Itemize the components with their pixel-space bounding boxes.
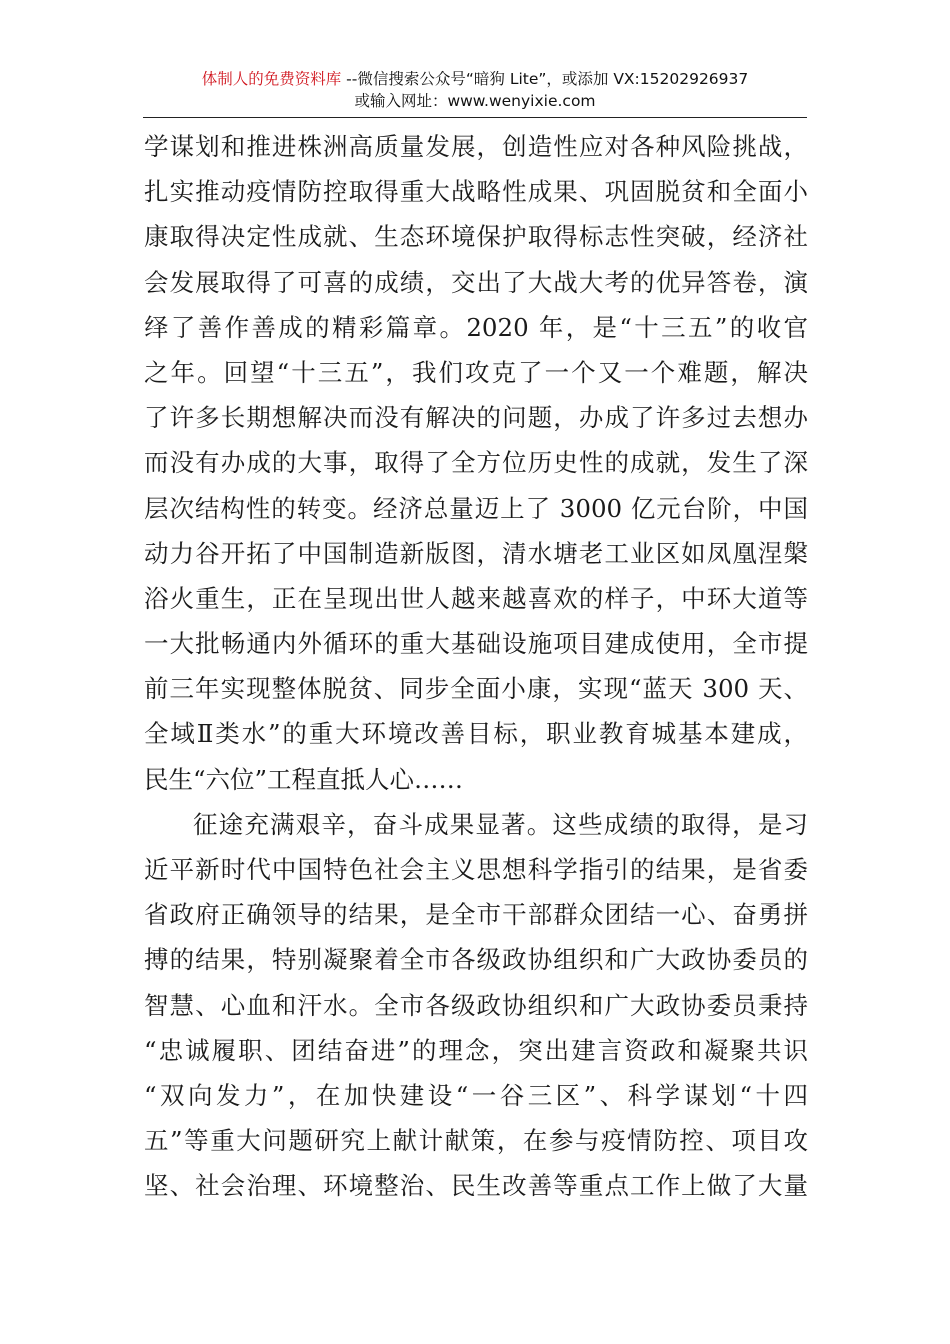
text-line: 了许多长期想解决而没有解决的问题，办成了许多过去想办	[144, 403, 808, 433]
text-line: 扎实推动疫情防控取得重大战略性成果、巩固脱贫和全面小	[144, 177, 808, 207]
text-line: 近平新时代中国特色社会主义思想科学指引的结果，是省委	[144, 855, 808, 884]
header-url-line: 或输入网址：www.wenyixie.com	[354, 92, 596, 110]
page-header	[143, 68, 807, 112]
text-line: 一大批畅通内外循环的重大基础设施项目建成使用，全市提	[144, 629, 808, 659]
text-line: 动力谷开拓了中国制造新版图，清水塘老工业区如凤凰涅槃	[144, 538, 808, 568]
text-line: 前三年实现整体脱贫、同步全面小康，实现“蓝天 300 天、	[144, 674, 808, 704]
header-note: --微信搜索公众号“暗狗 Lite”，或添加 VX:15202926937	[341, 70, 749, 88]
text-line: 征途充满艰辛，奋斗成果显著。这些成绩的取得，是习	[193, 809, 808, 839]
text-line: 而没有办成的大事，取得了全方位历史性的成就，发生了深	[144, 448, 808, 478]
text-line: 康取得决定性成就、生态环境保护取得标志性突破，经济社	[144, 222, 808, 252]
text-line: 层次结构性的转变。经济总量迈上了 3000 亿元台阶，中国	[144, 493, 808, 523]
text-line: 全域Ⅱ类水”的重大环境改善目标，职业教育城基本建成，	[144, 719, 808, 749]
text-line: 学谋划和推进株洲高质量发展，创造性应对各种风险挑战，	[144, 132, 808, 161]
paragraph-1	[144, 124, 808, 802]
text-line: 搏的结果，特别凝聚着全市各级政协组织和广大政协委员的	[144, 945, 808, 975]
document-body	[144, 124, 808, 1209]
text-line: 之年。回望“十三五”，我们攻克了一个又一个难题，解决	[144, 357, 808, 387]
header-brand: 体制人的免费资料库	[201, 70, 342, 88]
text-line: 绎了善作善成的精彩篇章。2020 年，是“十三五”的收官	[144, 312, 808, 342]
text-line: 民生“六位”工程直抵人心……	[144, 764, 464, 794]
text-line: “双向发力”，在加快建设“一谷三区”、科学谋划“十四	[144, 1080, 808, 1110]
text-line: 智慧、心血和汗水。全市各级政协组织和广大政协委员秉持	[144, 990, 808, 1020]
paragraph-2	[144, 802, 808, 1209]
header-line-1	[143, 68, 807, 90]
text-line: “忠诚履职、团结奋进”的理念，突出建言资政和凝聚共识	[144, 1035, 808, 1065]
text-line: 会发展取得了可喜的成绩，交出了大战大考的优异答卷，演	[144, 267, 808, 297]
text-line: 浴火重生，正在呈现出世人越来越喜欢的样子，中环大道等	[144, 583, 808, 613]
text-line: 省政府正确领导的结果，是全市干部群众团结一心、奋勇拼	[144, 900, 808, 930]
text-line: 坚、社会治理、环境整治、民生改善等重点工作上做了大量	[144, 1171, 808, 1201]
header-divider	[143, 117, 807, 118]
text-line: 五”等重大问题研究上献计献策，在参与疫情防控、项目攻	[144, 1126, 808, 1156]
